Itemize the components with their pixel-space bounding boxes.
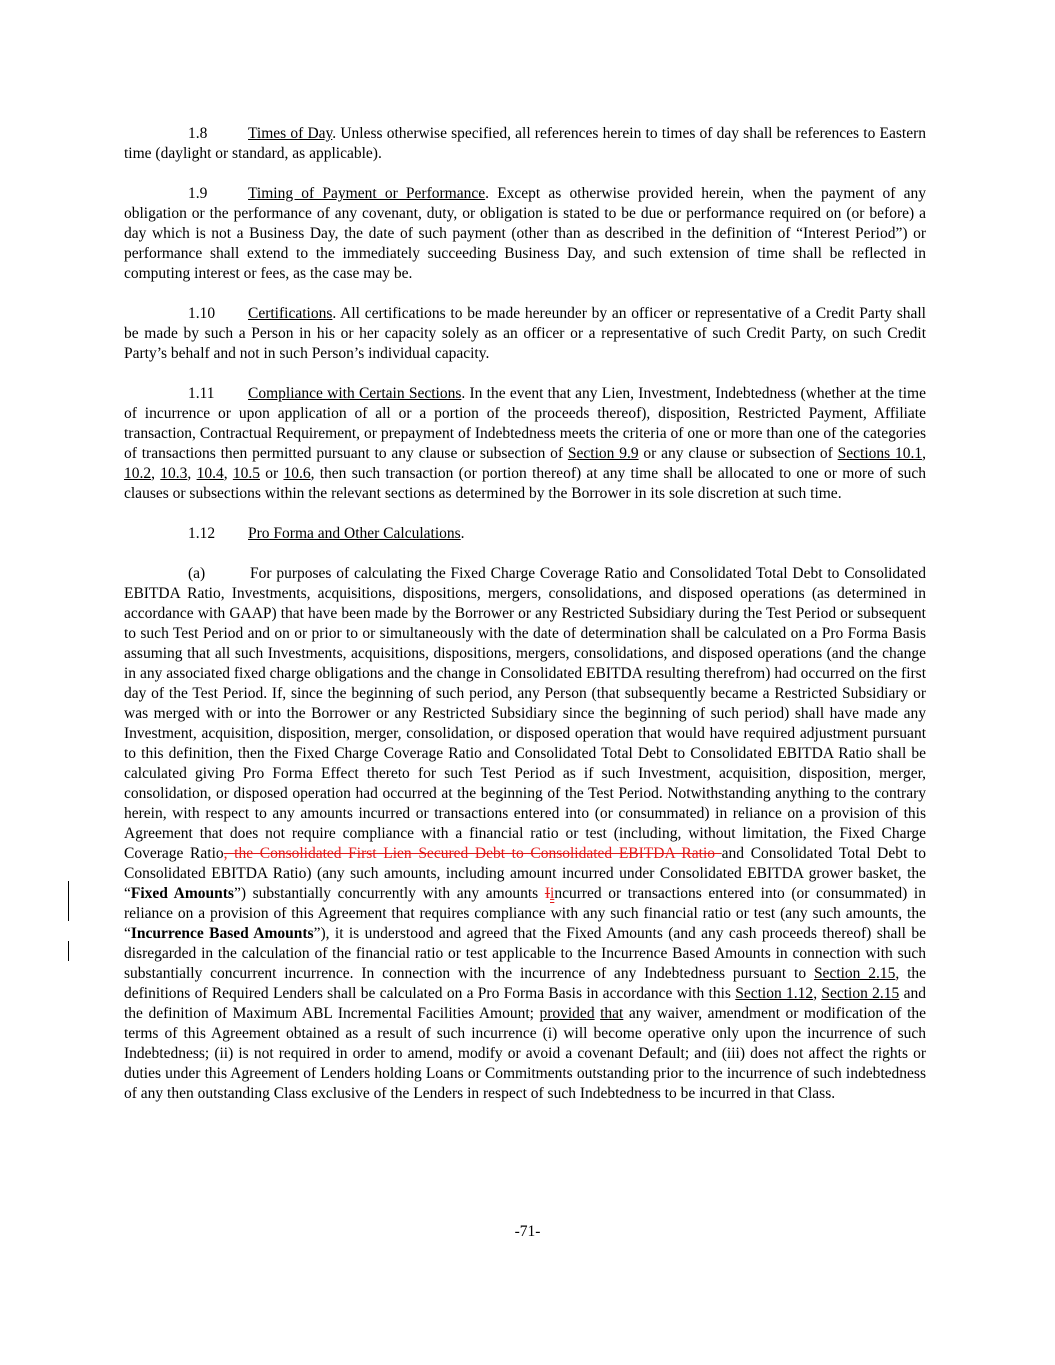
inserted-text: i	[550, 885, 555, 902]
underlined-term: that	[600, 1005, 624, 1022]
paragraph-text: and Consolidated Total Debt to Consolidated EBITDA Ratio) (any such amounts, including amount incurred under Consolidated EBITDA grower basket, the “	[124, 845, 926, 902]
section-text: . All certifications to be made hereunder by an officer or representative of a Credit Party shall be made by such a Person in his or her capacity solely as an officer or a representative of such Credit Party, on such Credit Party’s behalf and not in such Person’s individual capacity.	[124, 305, 926, 362]
section-1-9	[124, 184, 926, 284]
deleted-text: I	[544, 885, 550, 902]
section-1-12	[124, 524, 926, 544]
cross-reference: 10.6	[283, 465, 311, 482]
cross-reference: Section 1.12	[735, 985, 814, 1002]
section-1-11	[124, 384, 926, 504]
section-text: . Unless otherwise specified, all references herein to times of day shall be references to Eastern time (daylight or standard, as applicable).	[124, 125, 926, 162]
change-bar	[68, 881, 69, 921]
section-number: 1.11	[188, 385, 215, 402]
section-1-10	[124, 304, 926, 364]
section-number: 1.9	[188, 185, 208, 202]
paragraph-text: ncurred or transactions entered into (or consummated) in reliance on a provision of this Agreement that requires compliance with any such financial ratio or test (any such amounts, the “	[124, 885, 926, 942]
paragraph-text: ”), it is understood and agreed that the Fixed Amounts (and any cash proceeds thereof) shall be disregarded in the calculation of the financial ratio or test applicable to the Incurrence Based Amounts in connection with such substantially concurrent incurrence. In connection with the incurrence of any Indebtedness pursuant to	[124, 925, 926, 982]
section-1-8	[124, 124, 926, 164]
section-heading: Timing of Payment or Performance	[248, 185, 486, 202]
cross-reference: Sections 10.1	[837, 445, 923, 462]
cross-reference: 10.4	[196, 465, 224, 482]
page-body	[124, 124, 926, 1124]
cross-reference: 10.3	[160, 465, 188, 482]
separator: ,	[223, 465, 233, 482]
cross-reference: Section 2.15	[813, 965, 896, 982]
paragraph-a	[124, 564, 926, 1104]
cross-reference: Section 9.9	[567, 445, 639, 462]
section-text: .	[460, 525, 465, 542]
section-number: 1.10	[188, 305, 216, 322]
section-text: or	[259, 465, 284, 482]
separator: ,	[187, 465, 197, 482]
section-text: . Except as otherwise provided herein, when the payment of any obligation or the performance of any covenant, duty, or obligation is stated to be due or performance required on (or before) a day which is not a Business Day, the date of such payment (other than as described in the definition of “Interest Period”) or performance shall extend to the immediately succeeding Business Day, and such extension of time shall be reflected in computing interest or fees, as the case may be.	[124, 185, 927, 282]
separator: ,	[151, 465, 161, 482]
section-number: 1.8	[188, 125, 208, 142]
change-bar	[68, 941, 69, 961]
section-heading: Compliance with Certain Sections	[248, 385, 462, 402]
separator: ,	[813, 985, 822, 1002]
section-heading: Times of Day	[248, 125, 333, 142]
cross-reference: 10.5	[232, 465, 260, 482]
defined-term: Incurrence Based Amounts	[130, 925, 314, 942]
defined-term: Fixed Amounts	[130, 885, 234, 902]
section-text: , then such transaction (or portion thereof) at any time shall be allocated to one or more of such clauses or subsections within the relevant sections as determined by the Borrower in its sole discretion at such time.	[124, 465, 926, 502]
paragraph-text: ”) substantially concurrently with any amounts	[233, 885, 545, 902]
section-text: . In the event that any Lien, Investment, Indebtedness (whether at the time of incurrence or upon application of all or a portion of the proceeds thereof), disposition, Restricted Payment, Affiliate transaction, Contractual Requirement, or prepayment of Indebtedness meets the criteria of one or more than one of the categories of transactions then permitted pursuant to any clause or subsection of	[124, 385, 926, 462]
paragraph-text: any waiver, amendment or modification of the terms of this Agreement obtained as a result of such incurrence (i) will become operative only upon the incurrence of such Indebtedness; (ii) is not required in order to amend, modify or avoid a covenant Default; and (iii) does not affect the rights or duties under this Agreement of Lenders holding Loans or Commitments outstanding prior to the incurrence of such indebtedness of any then outstanding Class exclusive of the Lenders in respect of such Indebtedness to be incurred in that Class.	[124, 1005, 927, 1102]
deleted-text: , the Consolidated First Lien Secured Debt to Consolidated EBITDA Ratio	[223, 845, 722, 862]
cross-reference: Section 2.15	[821, 985, 900, 1002]
separator: ,	[922, 445, 926, 462]
section-number: 1.12	[188, 525, 216, 542]
underlined-term: provided	[539, 1005, 595, 1022]
section-heading: Pro Forma and Other Calculations	[248, 525, 461, 542]
page-number: -71-	[514, 1223, 541, 1240]
cross-reference: 10.2	[124, 465, 152, 482]
paragraph-label: (a)	[188, 565, 206, 582]
paragraph-text: For purposes of calculating the Fixed Charge Coverage Ratio and Consolidated Total Debt to Consolidated EBITDA Ratio, Investments, acquisitions, dispositions, mergers, consolidations, and disposed operations (as determined in accordance with GAAP) that have been made by the Borrower or any Restricted Subsidiary during the Test Period or subsequent to such Test Period and on or prior to or simultaneously with the date of determination shall be calculated on a Pro Forma Basis assuming that all such Investments, acquisitions, dispositions, mergers, consolidations, and disposed operations (and the change in any associated fixed charge obligations and the change in Consolidated EBITDA resulting therefrom) had occurred on the first day of the Test Period. If, since the beginning of such period, any Person (that subsequently became a Restricted Subsidiary or was merged with or into the Borrower or any Restricted Subsidiary since the beginning of such period) shall have made any Investment, acquisition, disposition, merger, consolidation, or disposed operation that would have required adjustment pursuant to this definition, then the Fixed Charge Coverage Ratio and Consolidated Total Debt to Consolidated EBITDA Ratio shall be calculated giving Pro Forma Effect thereto for such Test Period as if such Investment, acquisition, disposition, merger, consolidation, or disposed operation had occurred at the beginning of the Test Period. Notwithstanding anything to the contrary herein, with respect to any amounts incurred or transactions entered into (or consummated) in reliance on a provision of this Agreement that does not require compliance with a financial ratio or test (including, without limitation, the Fixed Charge Coverage Ratio	[124, 565, 926, 862]
section-heading: Certifications	[248, 305, 333, 322]
paragraph-text: and the definition of Maximum ABL Incremental Facilities Amount;	[124, 985, 926, 1022]
paragraph-text: , the definitions of Required Lenders shall be calculated on a Pro Forma Basis in accordance with this	[124, 965, 926, 1002]
section-text: or any clause or subsection of	[638, 445, 838, 462]
